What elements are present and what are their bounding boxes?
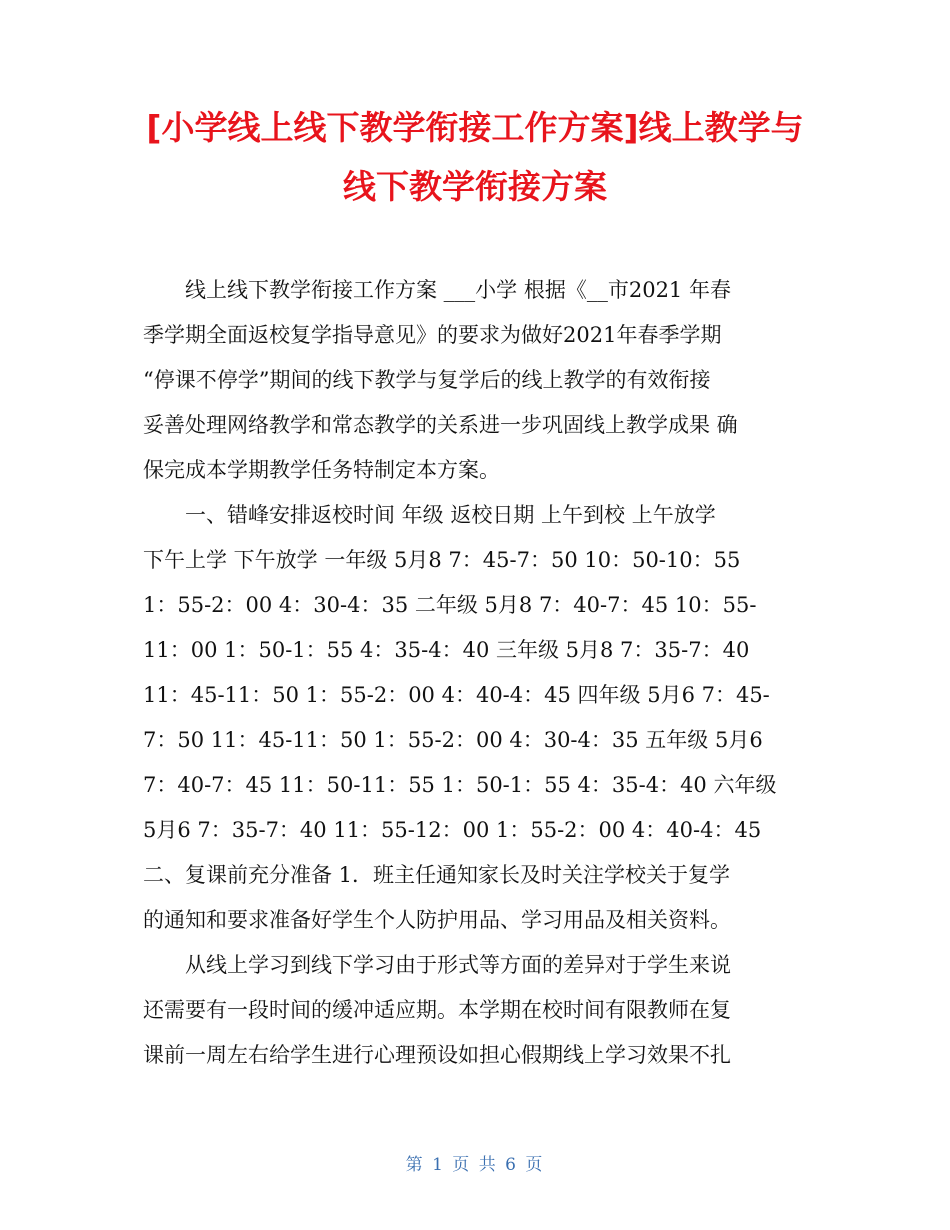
- body-line: “停课不停学”期间的线下教学与复学后的线上教学的有效衔接: [143, 368, 711, 392]
- body-line: 二、复课前充分准备 1．班主任通知家长及时关注学校关于复学: [143, 863, 731, 887]
- body-line: 线上线下教学衔接工作方案 ___小学 根据《__市2021 年春: [185, 278, 731, 302]
- body-line: 1：55-2：00 4：30-4：35 二年级 5月8 7：40-7：45 10：55-: [143, 593, 757, 617]
- title-line-1: [小学线上线下教学衔接工作方案]线上教学与: [146, 108, 804, 147]
- body-line: 季学期全面返校复学指导意见》的要求为做好2021年春季学期: [143, 323, 722, 347]
- body-line: 7：40-7：45 11：50-11：55 1：50-1：55 4：35-4：40 六年级: [143, 773, 777, 797]
- body-line: 妥善处理网络教学和常态教学的关系进一步巩固线上教学成果 确: [143, 413, 738, 437]
- document-title: [110, 98, 840, 216]
- body-line: 还需要有一段时间的缓冲适应期。本学期在校时间有限教师在复: [143, 998, 731, 1022]
- body-line: 一、错峰安排返校时间 年级 返校日期 上午到校 上午放学: [185, 503, 716, 527]
- title-line-2: 线下教学衔接方案: [343, 167, 607, 206]
- body-line: 5月6 7：35-7：40 11：55-12：00 1：55-2：00 4：40-4：45: [143, 818, 762, 842]
- document-body: [143, 268, 808, 1078]
- body-line: 保完成本学期教学任务特制定本方案。: [143, 458, 500, 482]
- body-line: 从线上学习到线下学习由于形式等方面的差异对于学生来说: [185, 953, 731, 977]
- body-line: 11：00 1：50-1：55 4：35-4：40 三年级 5月8 7：35-7：40: [143, 638, 750, 662]
- body-line: 7：50 11：45-11：50 1：55-2：00 4：30-4：35 五年级 5月6: [143, 728, 763, 752]
- body-line: 11：45-11：50 1：55-2：00 4：40-4：45 四年级 5月6 7：45-: [143, 683, 770, 707]
- body-line: 下午上学 下午放学 一年级 5月8 7：45-7：50 10：50-10：55: [143, 548, 741, 572]
- body-line: 课前一周左右给学生进行心理预设如担心假期线上学习效果不扎: [143, 1043, 731, 1067]
- body-line: 的通知和要求准备好学生个人防护用品、学习用品及相关资料。: [143, 908, 731, 932]
- page-footer: 第 1 页 共 6 页: [405, 1155, 545, 1175]
